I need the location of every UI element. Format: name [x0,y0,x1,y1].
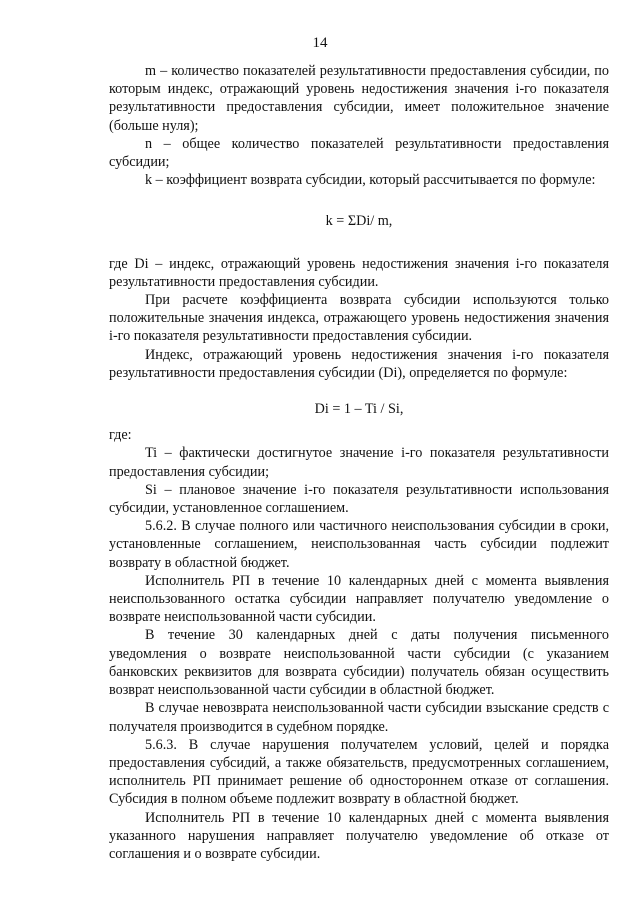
paragraph-positive-values: При расчете коэффициента возврата субсидии используются только положительные значения индекса, отражающего уровень недостижения значения i-го показателя результативности предоставления субсидии. [109,292,609,345]
paragraph-5-6-3: 5.6.3. В случае нарушения получателем условий, целей и порядка предоставления субсидий, а также обязательств, предусмотренных соглашением, исполнитель РП принимает решение об одностороннем отказе от соглашения. Субсидия в полном объеме подлежит возврату в областной бюджет. [109,736,609,808]
paragraph-return-30-days: В течение 30 календарных дней с даты получения письменного уведомления о возврате неиспользованной части субсидии (с указанием банковских реквизитов для возврата субсидии) получатель обязан осуществить возврат неиспользованной части субсидии в областной бюджет. [109,627,609,699]
paragraph-di-formula-intro: Индекс, отражающий уровень недостижения значения i-го показателя результативности предоставления субсидии (Di), определяется по формуле: [109,346,609,381]
formula-di: Di = 1 – Ti / Si, [314,401,404,418]
paragraph-where: где: [109,427,132,444]
paragraph-si-definition: Si – плановое значение i-го показателя результативности использования субсидии, установленное соглашением. [109,481,609,517]
page-number: 14 [312,35,328,51]
paragraph-5-6-2: 5.6.2. В случае полного или частичного неиспользования субсидии в сроки, установленные соглашением, неиспользованная часть субсидии подлежит возврату в областной бюджет. [109,518,609,571]
paragraph-notification-10-days: Исполнитель РП в течение 10 календарных дней с момента выявления неиспользованного остатка субсидии направляет получателю уведомление о возврате неиспользованной части субсидии. [109,572,609,626]
paragraph-k-definition: k – коэффициент возврата субсидии, который рассчитывается по формуле: [145,172,596,189]
paragraph-ti-definition: Ti – фактически достигнутое значение i-го показателя результативности предоставления субсидии; [109,445,609,480]
formula-k: k = ΣDi/ m, [325,213,393,230]
paragraph-court-recovery: В случае невозврата неиспользованной части субсидии взыскание средств с получателя производится в судебном порядке. [109,700,609,735]
paragraph-di-definition: где Di – индекс, отражающий уровень недостижения значения i-го показателя результативности предоставления субсидии. [109,255,609,290]
document-body [109,62,609,863]
paragraph-refusal-notification: Исполнитель РП в течение 10 календарных дней с момента выявления указанного нарушения направляет получателю уведомление об отказе от соглашения и о возврате субсидии. [109,809,609,862]
paragraph-n-definition: n – общее количество показателей результативности предоставления субсидии; [109,135,609,171]
paragraph-m-definition: m – количество показателей результативности предоставления субсидии, по которым индекс, отражающий уровень недостижения значения i-го показателя результативности предоставления субсидии, имеет положительное значение (больше нуля); [109,63,609,134]
